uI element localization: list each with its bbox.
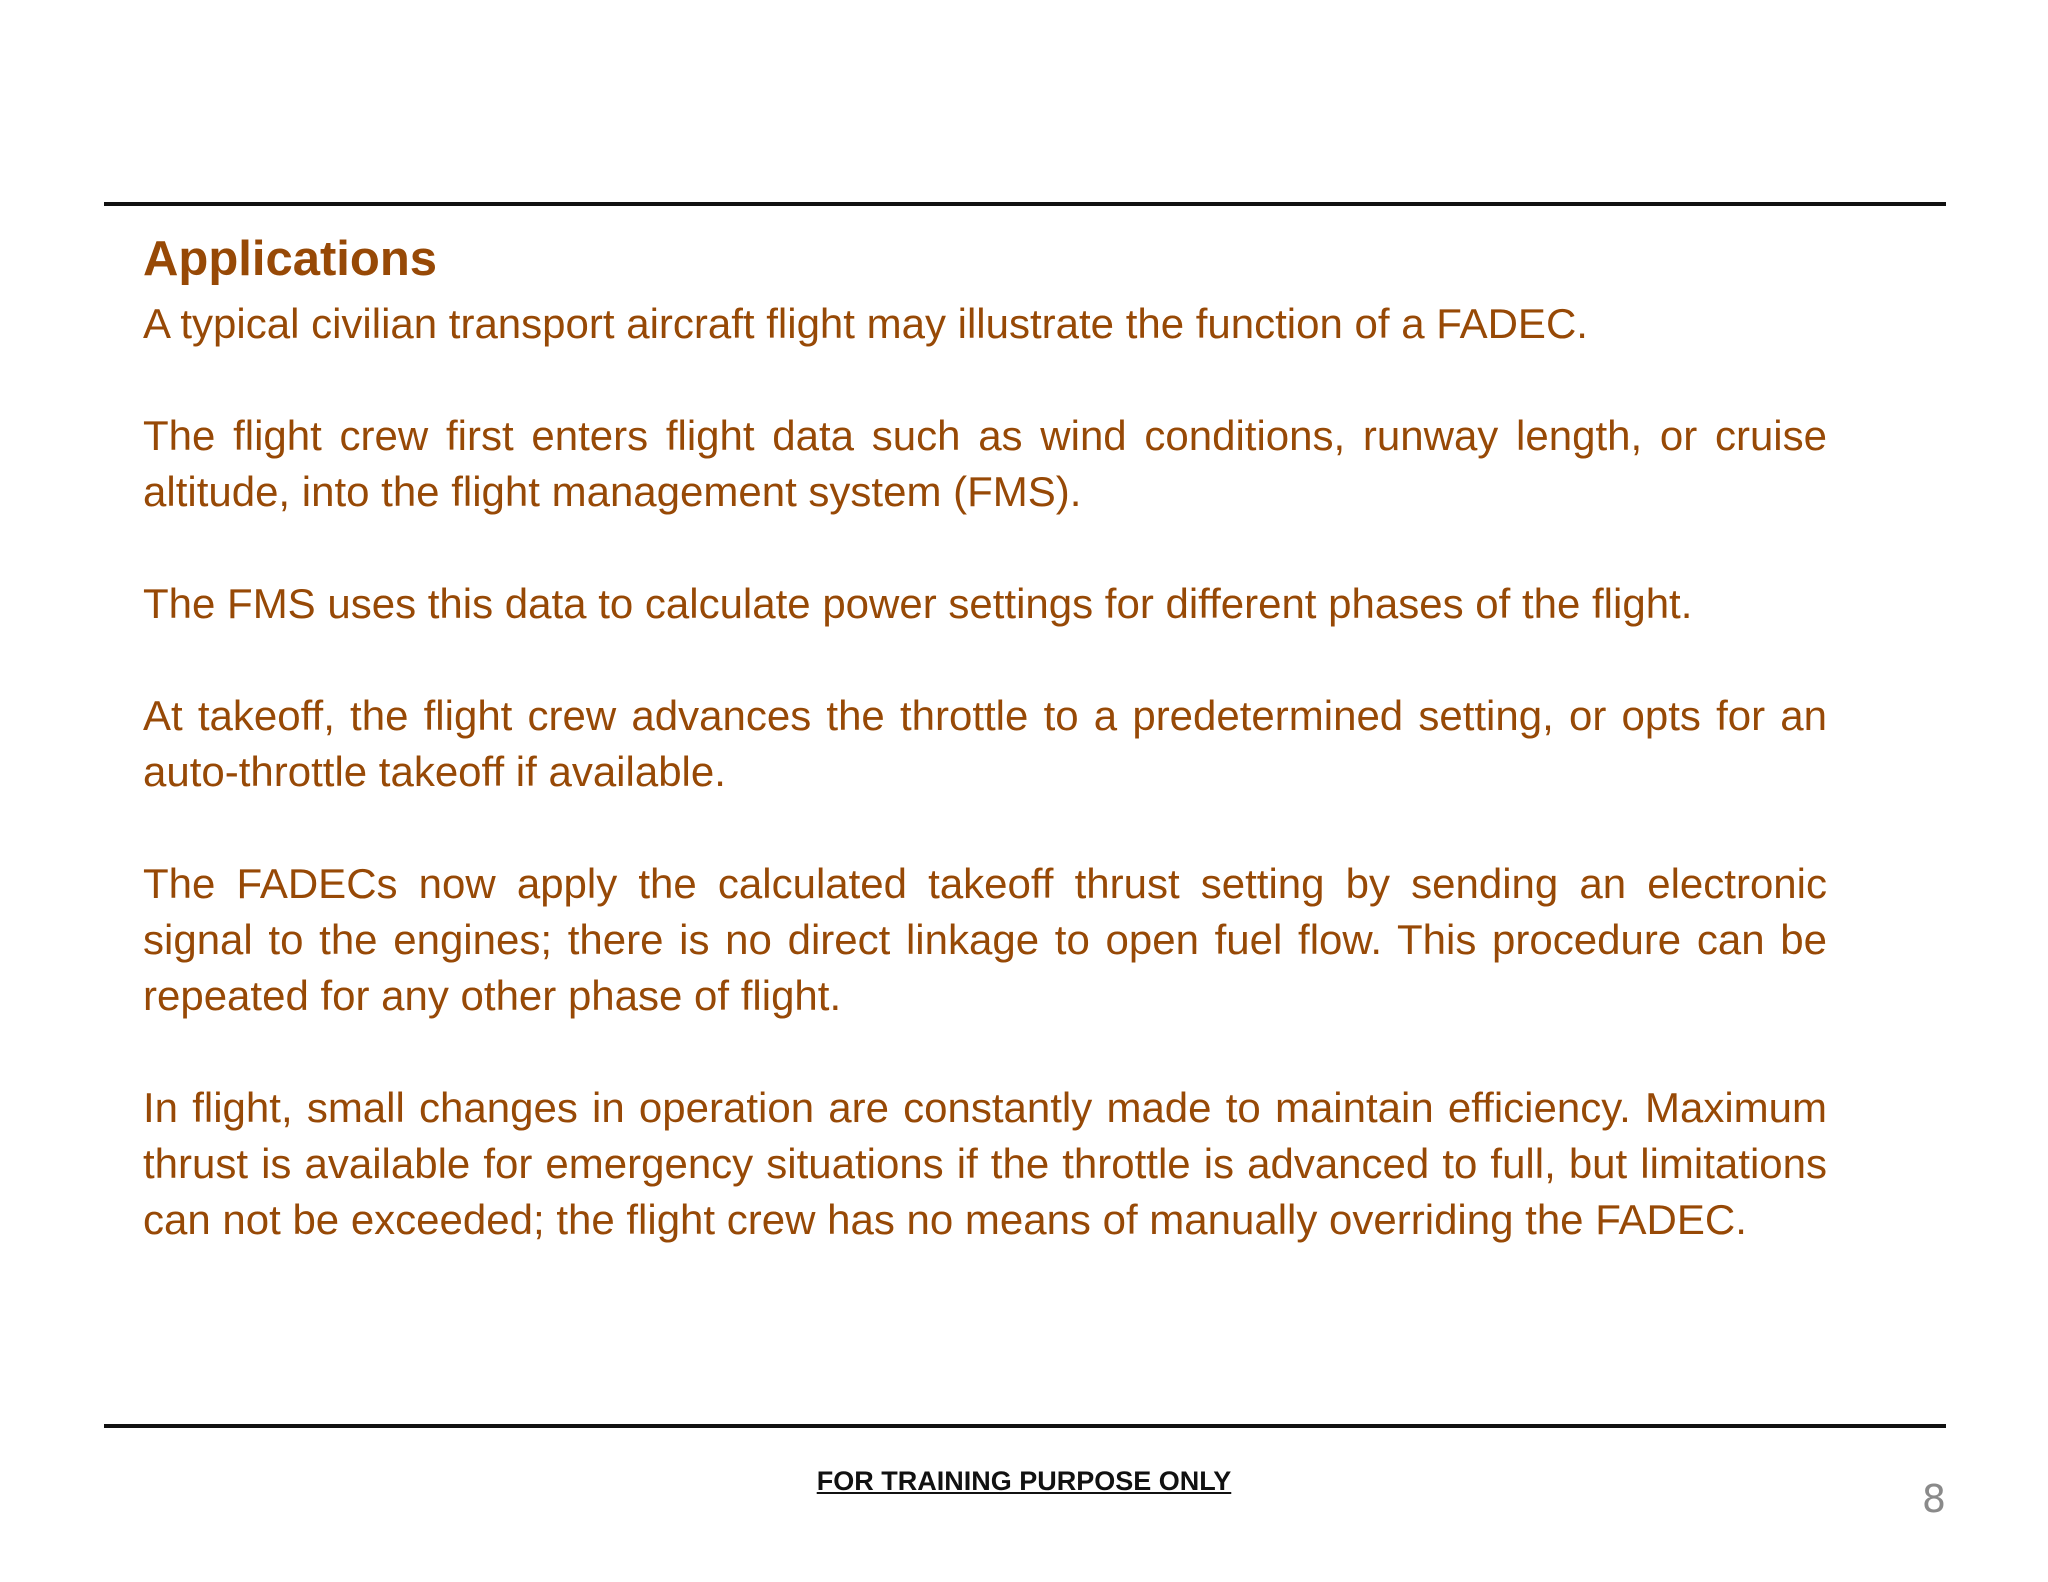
paragraph-in-flight: In flight, small changes in operation are constantly made to maintain efficiency. Maximum thrust is available for emergency situations if the throttle is advanced to full, but limitations can not be exceeded; the flight crew has no means of manually overriding the FADEC. (143, 1084, 1827, 1243)
training-notice: FOR TRAINING PURPOSE ONLY (816, 1466, 1232, 1496)
paragraph-intro: A typical civilian transport aircraft flight may illustrate the function of a FADEC. (143, 300, 1588, 347)
paragraph-takeoff: At takeoff, the flight crew advances the throttle to a predetermined setting, or opts for an auto-throttle takeoff if available. (143, 692, 1827, 795)
top-divider (104, 202, 1946, 206)
bottom-divider (104, 1424, 1946, 1428)
paragraph-fms-entry: The flight crew first enters flight data such as wind conditions, runway length, or cruise altitude, into the flight management system (FMS). (143, 412, 1827, 515)
paragraph-power-settings: The FMS uses this data to calculate power settings for different phases of the flight. (143, 580, 1693, 627)
paragraph-fadec-thrust: The FADECs now apply the calculated takeoff thrust setting by sending an electronic signal to the engines; there is no direct linkage to open fuel flow. This procedure can be repeated for any other phase of flight. (143, 860, 1827, 1019)
page-number: 8 (1921, 1477, 1946, 1521)
slide-heading: Applications (143, 232, 438, 286)
slide-content (143, 226, 1827, 1248)
